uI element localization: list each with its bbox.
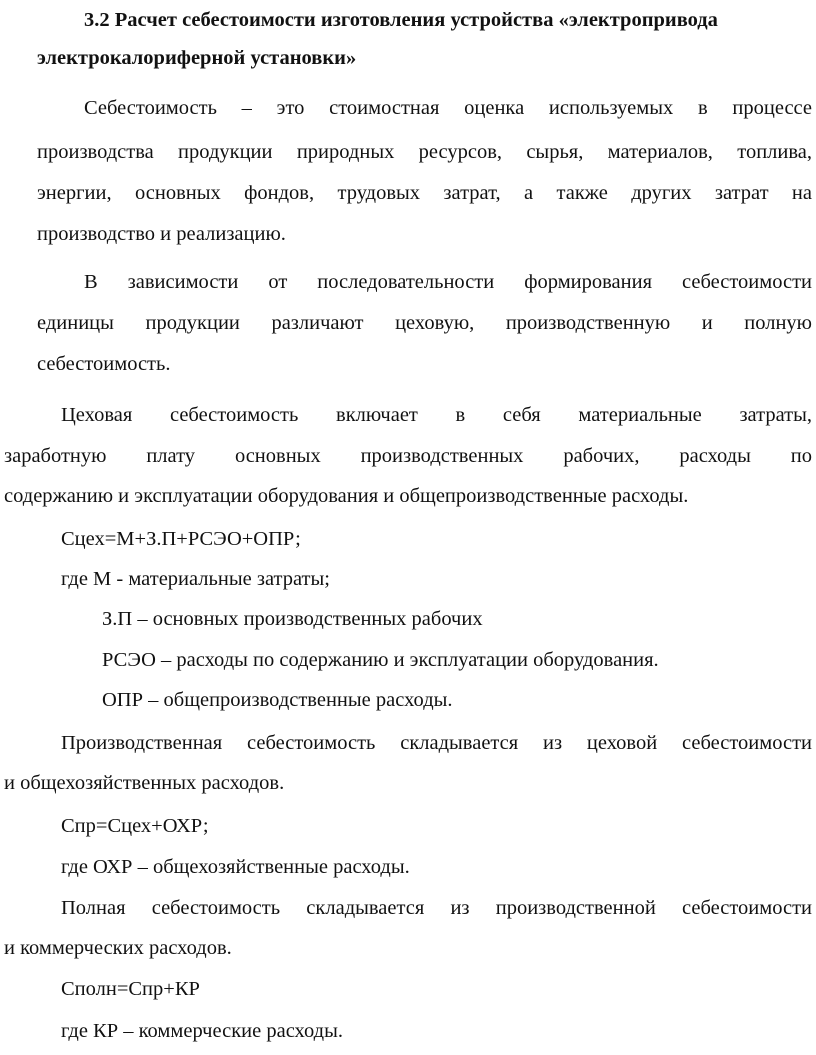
types-line-1: В зависимости от последовательности формирования себестоимости bbox=[84, 271, 812, 293]
shop-cost-zp: З.П – основных производственных рабочих bbox=[102, 608, 483, 630]
shop-cost-opr: ОПР – общепроизводственные расходы. bbox=[102, 689, 453, 711]
shop-cost-line-3: содержанию и эксплуатации оборудования и общепроизводственные расходы. bbox=[4, 485, 689, 507]
shop-cost-line-2: заработную плату основных производственных рабочих, расходы по bbox=[4, 445, 812, 467]
definition-line-4: производство и реализацию. bbox=[37, 223, 286, 245]
full-cost-where: где КР – коммерческие расходы. bbox=[61, 1020, 343, 1042]
section-heading-line-1: 3.2 Расчет себестоимости изготовления устройства «электропривода bbox=[84, 9, 718, 31]
full-cost-formula: Сполн=Спр+КР bbox=[61, 978, 200, 1000]
production-cost-line-2: и общехозяйственных расходов. bbox=[4, 772, 285, 794]
full-cost-line-1: Полная себестоимость складывается из производственной себестоимости bbox=[61, 897, 812, 919]
production-cost-formula: Спр=Сцех+ОХР; bbox=[61, 815, 209, 837]
types-line-3: себестоимость. bbox=[37, 353, 171, 375]
definition-line-2: производства продукции природных ресурсов, сырья, материалов, топлива, bbox=[37, 141, 812, 163]
production-cost-line-1: Производственная себестоимость складывается из цеховой себестоимости bbox=[61, 732, 812, 754]
shop-cost-where-m: где М - материальные затраты; bbox=[61, 568, 330, 590]
types-line-2: единицы продукции различают цеховую, производственную и полную bbox=[37, 312, 812, 334]
definition-line-1: Себестоимость – это стоимостная оценка используемых в процессе bbox=[84, 97, 812, 119]
shop-cost-line-1: Цеховая себестоимость включает в себя материальные затраты, bbox=[61, 404, 812, 426]
section-heading-line-2: электрокалориферной установки» bbox=[37, 47, 357, 69]
production-cost-where: где ОХР – общехозяйственные расходы. bbox=[61, 856, 410, 878]
shop-cost-rseo: РСЭО – расходы по содержанию и эксплуатации оборудования. bbox=[102, 649, 659, 671]
full-cost-line-2: и коммерческих расходов. bbox=[4, 937, 232, 959]
shop-cost-formula: Сцех=М+З.П+РСЭО+ОПР; bbox=[61, 528, 301, 550]
definition-line-3: энергии, основных фондов, трудовых затрат, а также других затрат на bbox=[37, 182, 812, 204]
